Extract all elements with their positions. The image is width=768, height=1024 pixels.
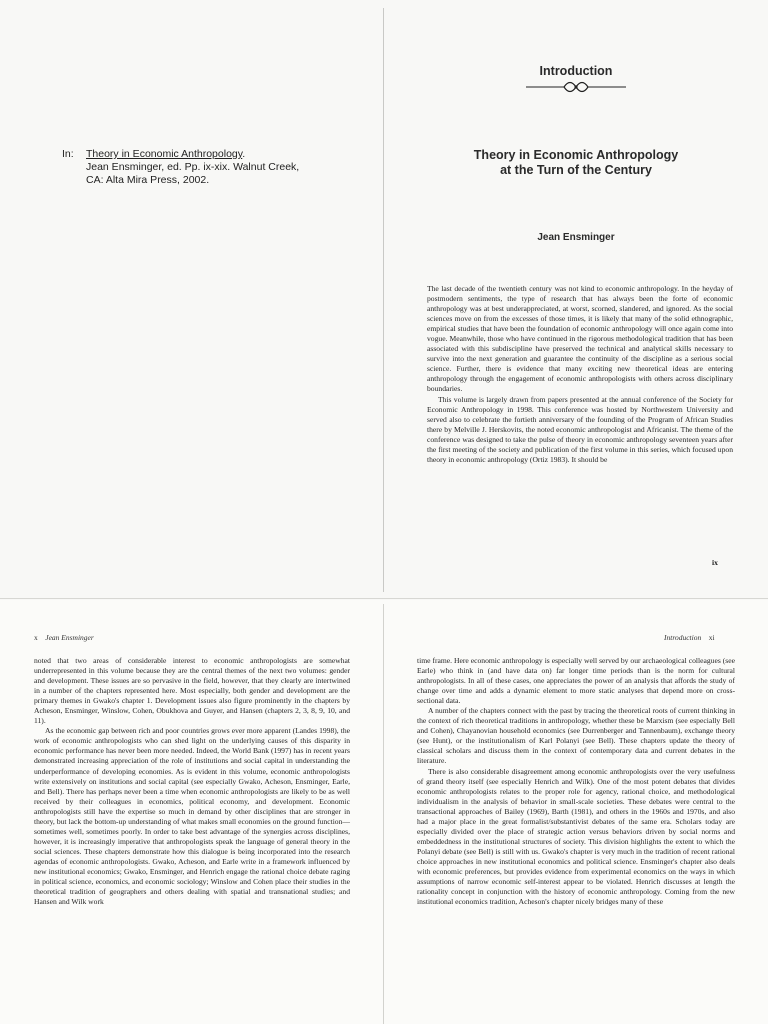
citation-prefix: In: — [62, 148, 74, 160]
paragraph: The last decade of the twentieth century was not kind to economic anthropology. In the heyday of postmodern sentiments, the type of research that has always been the forte of economic anthropology was at best underappreciated, at worst, scorned, slandered, and ignored. As the social sciences move on from the excesses of those times, it is likely that many of the solid ethnographic, empirical studies that have been the foundation of economic anthropology will once again come into vogue. Meanwhile, those who have continued in the rigorous methodological tradition that has been associated with this subdiscipline have preserved the technical and analytical skills necessary to survive into the next generation and guarantee the continuity of the discipline as a serious social science. Further, there is evidence that many exciting new theoretical ideas are entering anthropology through the engagement of economic anthropologists with others across disciplinary boundaries. — [427, 284, 733, 394]
book-title-link: Theory in Economic Anthropology — [86, 148, 243, 160]
gutter-line — [383, 8, 384, 592]
ornament-divider-icon — [524, 80, 628, 94]
body-text-ix — [427, 284, 733, 465]
paragraph: noted that two areas of considerable interest to economic anthropologists are somewhat underrepresented in this volume because they are the central themes of the next two volumes: gender and development. These issues are so pervasive in the field, however, that they clearly are intertwined in a number of the chapters represented here. Most especially, both gender and development are the primary themes in Gwako's chapter 1. Development issues also figure prominently in the chapters by Acheson, Ensminger, Winslow, Cohen, Obukhova and Guyer, and Hansen (chapters 2, 3, 8, 9, 10, and 11). — [34, 656, 350, 726]
page-separator — [0, 598, 768, 599]
citation-line-3: CA: Alta Mira Press, 2002. — [86, 174, 210, 186]
running-head-author: Jean Ensminger — [45, 633, 94, 642]
paragraph: As the economic gap between rich and poor countries grows ever more apparent (Landes 1998), the work of economic anthropologists who can shed light on the underlying causes of this disparity in economic performance has never been more needed. Indeed, the World Bank (1997) has in recent years demonstrated increasing appreciation of the role of institutions and social capital in understanding the underperformance of developing economies. As is evident in this volume, economic anthropologists write extensively on institutions and social capital (see especially Gwako, Acheson, Ensminger, Earle, and Bell). There has perhaps never been a time when economic anthropologists are likely to be as well received by their colleagues in economics, political economy, and development. Economic anthropologists still have the expertise so much in demand by other disciplines that are stronger in theory, but lack the bottom-up understanding of what makes small economies on the ground function—sometimes well, sometimes poorly. In order to take best advantage of the synergies across disciplines, however, it is increasingly imperative that anthropologists speak the language of general theory in the social sciences. These chapters demonstrate how this dialogue is being incorporated into the research agendas of economic anthropologists. Gwako, Acheson, and Earle write in a framework influenced by new institutional economics; Gwako, Ensminger, and Henrich engage the rational choice debate raging in political science, economics, and economic sociology; Winslow and Cohen place their studies in the theoretical tradition of geographers and others dealing with spatial and transnational studies; and Hansen and Wilk work — [34, 726, 350, 907]
running-header-xi — [664, 633, 715, 642]
citation-note: In: Theory in Economic Anthropology. Jean Ensminger, ed. Pp. ix-xix. Walnut Creek, CA: Alta Mira Press, 2002. — [62, 148, 300, 186]
page-number: x — [34, 633, 38, 642]
author-name: Jean Ensminger — [537, 232, 615, 243]
body-text-xi — [417, 656, 735, 907]
running-header-x — [34, 633, 94, 642]
page-number: xi — [708, 633, 715, 642]
citation-line-2: Jean Ensminger, ed. Pp. ix-xix. Walnut Creek, — [86, 161, 300, 173]
paragraph: A number of the chapters connect with the past by tracing the theoretical roots of current thinking in the context of rich theoretical traditions in anthropology, whether these be Marxism (see especially Bell and Cohen), Chayanovian household economics (see Durrenberger and Tannenbaum), exchange theory (see Hunt), or the institutionalism of Karl Polanyi (see Bell). These chapters update the theory of classical scholars and discuss them in the context of contemporary data and current debates in the literature. — [417, 706, 735, 766]
chapter-title — [420, 148, 732, 178]
chapter-title-line-2: at the Turn of the Century — [500, 163, 652, 177]
chapter-label: Introduction — [539, 64, 613, 78]
body-text-x — [34, 656, 350, 907]
paragraph: time frame. Here economic anthropology is especially well served by our archaeological colleagues (see Earle) who think in (and have data on) far longer time periods than is the norm for cultural anthropologists. In all of these cases, one appreciates the power of an analysis that affords the study of change over time and adds a dynamic element to more static analyses that depend more on cross-sectional data. — [417, 656, 735, 706]
running-head-title: Introduction — [664, 633, 702, 642]
page-number: ix — [712, 558, 718, 567]
paragraph: This volume is largely drawn from papers presented at the annual conference of the Society for Economic Anthropology in 1998. This conference was hosted by Northwestern University and served also to celebrate the fortieth anniversary of the founding of the Program of African Studies there by Melville J. Herskovits, the noted economic anthropologist and Africanist. The theme of the conference was designed to take the pulse of theory in economic anthropology seventeen years after the first meeting of the society and publication of the first volume in this series, which focused upon theory in economic anthropology (Ortiz 1983). It should be — [427, 394, 733, 464]
paragraph: There is also considerable disagreement among economic anthropologists over the very usefulness of grand theory itself (see especially Henrich and Wilk). One of the most potent debates that divides economic anthropologists relates to the proper role for agency, rational choice, and methodological individualism in the analysis of behavior in small-scale societies. These debates were central to the transactional approaches of Bailey (1969), Barth (1981), and others in the 1960s and 1970s, and also had a major place in the great formalist/substantivist debates of the same era. Scholars today are especially divided over the place of strategic action versus behaviors driven by social norms and embeddedness in the institutional structures of society. This division highlights the extent to which the Polanyi debate (see Bell) is still with us. Gwako's chapter is very much in the tradition of recent rational choice approaches in new institutional economics and political science. Ensminger's chapter also deals with economic preferences, but provides evidence from experimental economics on the ways in which assumptions of narrow economic self-interest appear to be violated. Henrich discusses at length the rationality concept in conjunction with the history of economic anthropology. Coming from the new institutional economics tradition, Acheson's chapter nicely bridges many of these — [417, 766, 735, 907]
chapter-title-line-1: Theory in Economic Anthropology — [473, 148, 679, 162]
